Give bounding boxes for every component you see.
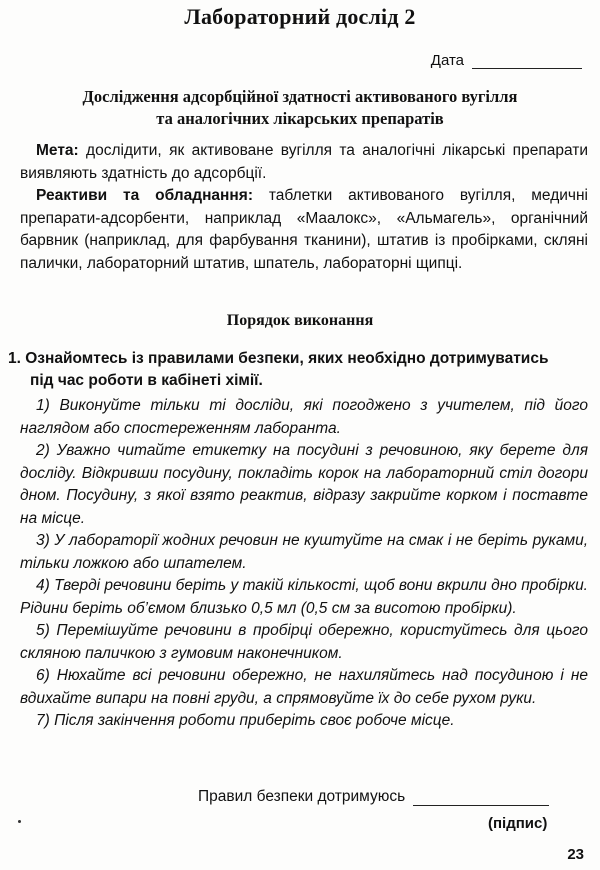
safety-rule-5: 5) Перемішуйте речовини в пробірці обережно, користуйтесь для цього скляною паличкою з гумовим наконечником. [20,622,588,662]
signature-field [198,788,549,806]
date-blank-line [472,54,582,69]
date-label: Дата [430,52,464,69]
step-1-heading [8,348,588,392]
date-field [431,52,582,69]
step-1-line-2: під час роботи в кабінеті хімії. [30,372,263,389]
signature-label: Правил безпеки дотримуюсь [198,788,406,805]
margin-dot [18,820,21,823]
signature-caption: (підпис) [488,815,548,832]
experiment-subtitle [0,86,600,130]
subtitle-line-2: та аналогічних лікарських препаратів [156,109,444,128]
procedure-heading: Порядок виконання [226,312,374,329]
page-title: Лабораторний дослід 2 [184,4,416,29]
signature-blank-line [413,791,549,806]
safety-rule-1: 1) Виконуйте тільки ті досліди, які погоджено з учителем, під його наглядом або спостереженням лаборанта. [20,397,588,437]
goal-text: дослідити, як активоване вугілля та аналогічні лікарські препарати виявляють здатність до адсорбції. [20,142,588,182]
safety-rule-7: 7) Після закінчення роботи приберіть своє робоче місце. [36,712,455,729]
reagents-paragraph [20,185,588,275]
goal-paragraph [20,140,588,185]
step-1-line-1: 1. Ознайомтесь із правилами безпеки, яких необхідно дотримуватись [8,350,549,367]
safety-rules-list [20,395,588,733]
goal-label: Мета: [36,142,79,159]
reagents-label: Реактиви та обладнання: [36,187,253,204]
page-number: 23 [567,846,584,863]
reagents-text: таблетки активованого вугілля, медичні препарати-адсорбенти, наприклад «Маалокс», «Альмагель», органічний барвник (наприклад, для фарбування тканини), штатив із пробірками, скляні палички, лабораторний штатив, шпатель, лабораторні щипці. [20,187,588,272]
safety-rule-6: 6) Нюхайте всі речовини обережно, не нахиляйтесь над посудиною і не вдихайте випари на повні груди, а спрямовуйте їх до себе рухом руки. [20,667,588,707]
safety-rule-2: 2) Уважно читайте етикетку на посудині з речовиною, яку берете для досліду. Відкривши посудину, покладіть корок на лабораторний стіл догори дном. Посудину, з якої взято реактив, відразу закрийте корком і поставте на місце. [20,442,588,527]
safety-rule-4: 4) Тверді речовини беріть у такій кількості, щоб вони вкрили дно пробірки. Рідини беріть об’ємом близько 0,5 мл (0,5 см за висотою пробірки). [20,577,588,617]
subtitle-line-1: Дослідження адсорбційної здатності активованого вугілля [82,87,518,106]
safety-rule-3: 3) У лабораторії жодних речовин не куштуйте на смак і не беріть руками, тільки ложкою або шпателем. [20,532,588,572]
